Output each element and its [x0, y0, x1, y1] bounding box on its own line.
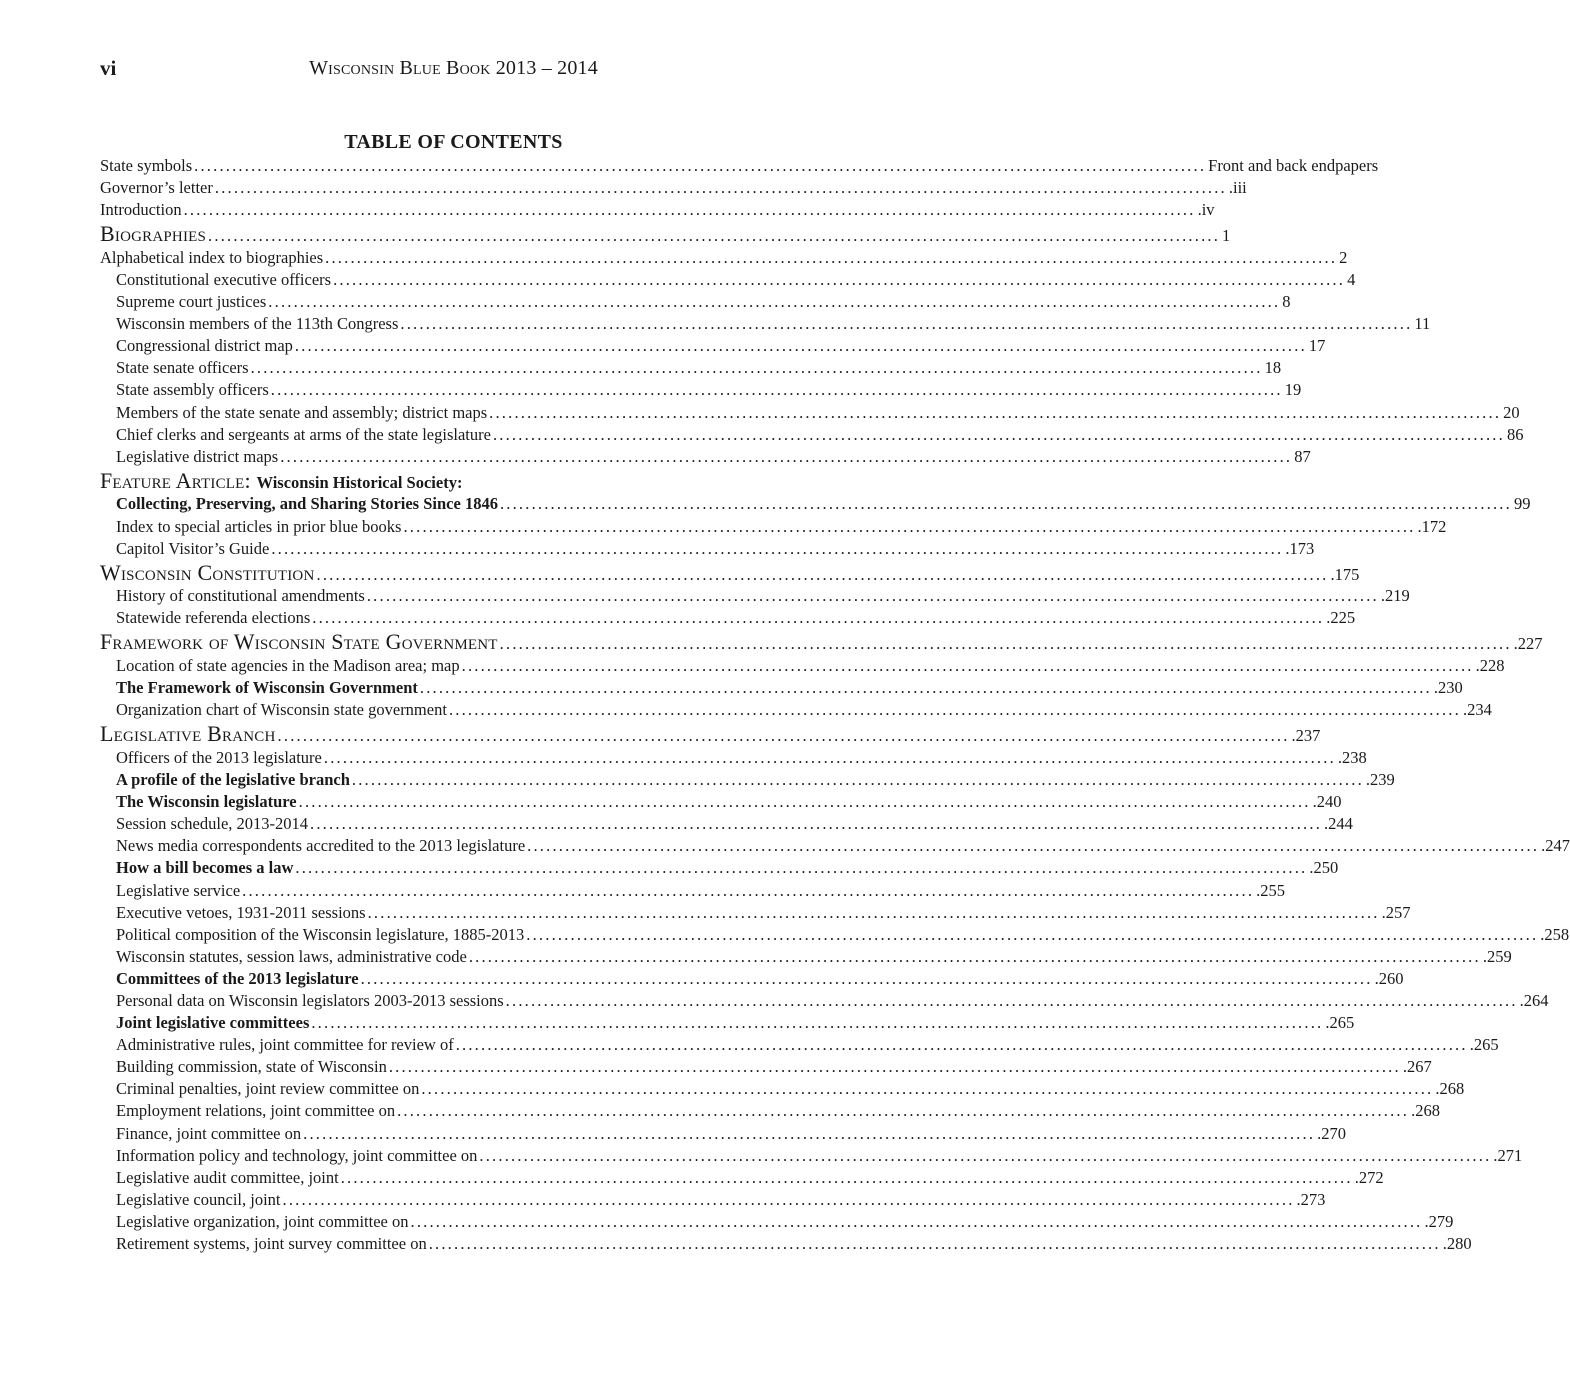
toc-entry-page: .280: [1442, 1234, 1472, 1253]
toc-entry[interactable]: [100, 1145, 1523, 1167]
dot-leader: ................................................................................................................................................................: [194, 156, 1207, 175]
dot-leader: ................................................................................................................................................................: [499, 634, 1512, 654]
toc-entry-title: Alphabetical index to biographies: [100, 247, 324, 267]
toc-entry-page: .172: [1417, 516, 1447, 536]
toc-section[interactable]: [100, 468, 809, 494]
dot-leader: ................................................................................................................................................................: [298, 792, 1311, 812]
toc-entry-page: .173: [1285, 538, 1315, 558]
toc-entry-page: 20: [1503, 402, 1520, 422]
toc-section-title: Legislative Branch: [100, 721, 276, 747]
toc-entry-page: .250: [1309, 858, 1339, 878]
toc-entry-page: .225: [1326, 608, 1356, 628]
dot-leader: ................................................................................................................................................................: [366, 586, 1379, 606]
toc-entry[interactable]: [100, 247, 1348, 269]
toc-entry[interactable]: [100, 291, 1291, 313]
toc-entry-title: Retirement systems, joint survey committee on: [116, 1234, 427, 1253]
dot-leader: ................................................................................................................................................................: [325, 247, 1338, 267]
toc-entry[interactable]: [100, 1078, 1465, 1100]
toc-entry-page: .237: [1291, 726, 1321, 746]
toc-entry-page: .279: [1424, 1211, 1454, 1231]
toc-entry-page: .iii: [1228, 178, 1247, 198]
toc-entry-title: Constitutional executive officers: [116, 269, 332, 289]
toc-entry-title: Legislative service: [116, 880, 241, 900]
book-title: [100, 54, 807, 82]
toc-section-title: [100, 468, 462, 496]
toc-entry-title: Collecting, Preserving, and Sharing Stories Since 1846: [116, 494, 498, 514]
dot-leader: ................................................................................................................................................................: [505, 990, 1518, 1010]
toc-entry[interactable]: [100, 1189, 1326, 1211]
toc-entry-title: Wisconsin statutes, session laws, administrative code: [116, 946, 467, 966]
toc-entry-title: Chief clerks and sergeants at arms of the state legislature: [116, 424, 491, 444]
toc-entry[interactable]: [100, 357, 1282, 379]
toc-entry[interactable]: [100, 155, 1379, 177]
toc-entry-title: Governor’s letter: [100, 178, 213, 198]
dot-leader: ................................................................................................................................................................: [360, 968, 1373, 988]
dot-leader: ................................................................................................................................................................: [428, 1234, 1441, 1253]
toc-entry-title: How a bill becomes a law: [116, 858, 294, 878]
toc-entry-page: .227: [1513, 634, 1543, 654]
toc-entry-title: Session schedule, 2013-2014: [116, 814, 309, 834]
toc-entry-page: .267: [1402, 1057, 1432, 1077]
toc-entry[interactable]: [100, 424, 1524, 446]
toc-section[interactable]: [100, 221, 1231, 247]
toc-entry[interactable]: [100, 1233, 1472, 1255]
toc-entry-page: .247: [1541, 836, 1570, 856]
dot-leader: ................................................................................................................................................................: [250, 358, 1263, 378]
toc-entry[interactable]: [100, 857, 1339, 879]
dot-leader: ................................................................................................................................................................: [242, 880, 1255, 900]
dot-leader: ................................................................................................................................................................: [316, 564, 1329, 584]
toc-entry-title: The Wisconsin legislature: [116, 792, 297, 812]
toc-entry[interactable]: [100, 335, 1326, 357]
toc-entry-page: .271: [1493, 1145, 1523, 1165]
dot-leader: ................................................................................................................................................................: [310, 814, 1323, 834]
dot-leader: ................................................................................................................................................................: [333, 269, 1346, 289]
toc-entry[interactable]: [100, 655, 1505, 677]
toc-section[interactable]: [100, 559, 1360, 586]
dot-leader: ................................................................................................................................................................: [403, 516, 1416, 536]
toc-entry[interactable]: [100, 813, 1353, 835]
toc-entry[interactable]: [100, 1123, 1347, 1145]
dot-leader: ................................................................................................................................................................: [282, 1189, 1295, 1209]
book-title-text: Wisconsin Blue Book: [309, 57, 491, 79]
dot-leader: ................................................................................................................................................................: [479, 1145, 1492, 1165]
toc-entry[interactable]: [100, 607, 1356, 629]
toc-entry-page: .273: [1296, 1189, 1326, 1209]
toc-entry-page: 8: [1282, 292, 1291, 312]
toc-entry-title: Capitol Visitor’s Guide: [116, 538, 270, 558]
toc-section-title: Biographies: [100, 221, 207, 247]
toc-entry-title: History of constitutional amendments: [116, 586, 365, 606]
toc-entry[interactable]: [100, 538, 1315, 560]
toc-entry-page: .270: [1317, 1123, 1347, 1143]
toc-entry-title: State assembly officers: [116, 380, 269, 400]
toc-entry-page: .259: [1482, 946, 1512, 966]
dot-leader: ................................................................................................................................................................: [277, 726, 1290, 746]
toc-entry-page: .244: [1324, 814, 1353, 834]
toc-entry-title: Executive vetoes, 1931-2011 sessions: [116, 902, 366, 922]
toc-entry-page: .255: [1256, 880, 1286, 900]
page-number: vi: [100, 56, 117, 80]
toc-entry-title: Information policy and technology, joint committee on: [116, 1145, 478, 1165]
toc-entry-page: 86: [1506, 424, 1524, 444]
toc-entry[interactable]: [100, 177, 1247, 199]
dot-leader: ................................................................................................................................................................: [280, 446, 1293, 466]
toc-entry[interactable]: [100, 968, 1404, 990]
toc-entry-page: .175: [1330, 564, 1360, 584]
toc-entry[interactable]: [100, 1211, 1454, 1233]
feature-article-label: Feature Article:: [100, 467, 251, 493]
toc-entry-title: Committees of the 2013 legislature: [116, 968, 359, 988]
toc-entry[interactable]: [100, 880, 1286, 902]
dot-leader: ................................................................................................................................................................: [461, 656, 1474, 676]
toc-entry-title: Statewide referenda elections: [116, 608, 311, 628]
toc-entry-title: Legislative organization, joint committee on: [116, 1211, 409, 1231]
toc-entry-page: .264: [1519, 990, 1549, 1010]
dot-leader: ................................................................................................................................................................: [312, 608, 1325, 628]
toc-entry[interactable]: [100, 791, 1342, 813]
dot-leader: ................................................................................................................................................................: [351, 770, 1364, 790]
toc-entry-page: .239: [1365, 770, 1395, 790]
toc-entry-title: Legislative district maps: [116, 446, 279, 466]
toc-entry[interactable]: [100, 769, 1395, 791]
toc-entry-title: Political composition of the Wisconsin legislature, 1885-2013: [116, 924, 525, 944]
toc-entry-page: .260: [1374, 968, 1404, 988]
toc-entry-page: .268: [1435, 1079, 1465, 1099]
toc-entry-title: Building commission, state of Wisconsin: [116, 1057, 387, 1077]
toc-entry[interactable]: [100, 902, 1411, 924]
toc-entry[interactable]: [100, 747, 1367, 769]
toc-entry[interactable]: [100, 699, 1492, 721]
toc-entry-page: 4: [1347, 269, 1356, 289]
toc-entry-page: .234: [1462, 700, 1492, 720]
toc-entry-page: .265: [1469, 1035, 1499, 1055]
toc-entry[interactable]: [100, 269, 1356, 291]
toc-entry[interactable]: [100, 1167, 1384, 1189]
toc-entry-title: Supreme court justices: [116, 292, 267, 312]
toc-entry[interactable]: [100, 835, 1570, 857]
toc-entry-page: 1: [1222, 226, 1231, 246]
toc-section[interactable]: [100, 629, 1543, 655]
toc-entry-page: .258: [1540, 924, 1570, 944]
toc-entry[interactable]: [100, 585, 1410, 607]
toc-entry-title: Introduction: [100, 200, 182, 220]
dot-leader: ................................................................................................................................................................: [367, 902, 1380, 922]
toc-entry-page: .257: [1381, 902, 1411, 922]
toc-entry[interactable]: [100, 402, 1520, 424]
toc-entry-title: The Framework of Wisconsin Government: [116, 678, 418, 698]
toc-section[interactable]: [100, 721, 1321, 747]
dot-leader: ................................................................................................................................................................: [311, 1013, 1324, 1033]
dot-leader: ................................................................................................................................................................: [526, 924, 1539, 944]
feature-article-subtitle: Wisconsin Historical Society:: [256, 472, 463, 492]
dot-leader: ................................................................................................................................................................: [303, 1123, 1316, 1143]
toc-entry-page: .iv: [1197, 200, 1215, 220]
dot-leader: ................................................................................................................................................................: [410, 1211, 1423, 1231]
dot-leader: ................................................................................................................................................................: [323, 747, 1336, 767]
toc-entry-title: Organization chart of Wisconsin state government: [116, 700, 447, 720]
dot-leader: ................................................................................................................................................................: [208, 226, 1221, 246]
toc-entry-page: .268: [1411, 1101, 1440, 1121]
year-range: 2013 – 2014: [495, 57, 598, 79]
toc-title: TABLE OF CONTENTS: [344, 131, 563, 153]
dot-leader: ................................................................................................................................................................: [340, 1167, 1353, 1187]
toc-entry-title: State senate officers: [116, 358, 249, 378]
running-head: [100, 54, 807, 82]
dot-leader: ................................................................................................................................................................: [455, 1035, 1468, 1055]
toc-entry-page: 19: [1284, 380, 1302, 400]
toc-entry[interactable]: [100, 446, 1311, 468]
toc-entry-page: .272: [1354, 1167, 1384, 1187]
toc-entry-page: 18: [1264, 358, 1282, 378]
toc-entry-page: .219: [1380, 586, 1410, 606]
toc-entry-page: .238: [1337, 747, 1367, 767]
toc-entry[interactable]: [100, 1056, 1432, 1078]
toc-entry[interactable]: [100, 677, 1463, 699]
toc-entry-page: 2: [1339, 247, 1348, 267]
toc-entry-title: Congressional district map: [116, 336, 293, 356]
toc-entry[interactable]: [100, 313, 1431, 335]
dot-leader: ................................................................................................................................................................: [268, 292, 1281, 312]
dot-leader: ................................................................................................................................................................: [499, 494, 1512, 514]
toc-entry-title: Members of the state senate and assembly; district maps: [116, 402, 488, 422]
toc-entry-title: Personal data on Wisconsin legislators 2003-2013 sessions: [116, 990, 504, 1010]
dot-leader: ................................................................................................................................................................: [183, 200, 1196, 220]
toc-entry-page: 99: [1513, 494, 1531, 514]
toc-entry-title: Location of state agencies in the Madison area; map: [116, 656, 460, 676]
toc-entry[interactable]: [100, 990, 1549, 1012]
toc-entry[interactable]: [100, 1100, 1440, 1122]
toc-entry-title: State symbols: [100, 156, 193, 175]
dot-leader: ................................................................................................................................................................: [448, 700, 1461, 720]
dot-leader: ................................................................................................................................................................: [400, 314, 1413, 334]
toc-entry[interactable]: [100, 924, 1570, 946]
toc-section-title: Wisconsin Constitution: [100, 559, 315, 585]
toc-entry[interactable]: [100, 1034, 1499, 1056]
toc-entry-page: Front and back endpapers: [1208, 156, 1379, 175]
toc-entry-title: A profile of the legislative branch: [116, 770, 350, 790]
toc-entry-title: Legislative council, joint: [116, 1189, 281, 1209]
dot-leader: ................................................................................................................................................................: [397, 1101, 1410, 1121]
toc-entry[interactable]: [100, 516, 1447, 538]
dot-leader: ................................................................................................................................................................: [489, 402, 1502, 422]
toc-entry[interactable]: [100, 199, 1215, 221]
dot-leader: ................................................................................................................................................................: [421, 1079, 1434, 1099]
toc-section-title: Framework of Wisconsin State Government: [100, 629, 498, 655]
dot-leader: ................................................................................................................................................................: [295, 858, 1308, 878]
toc-entry[interactable]: [100, 379, 1302, 401]
dot-leader: ................................................................................................................................................................: [270, 380, 1283, 400]
dot-leader: ................................................................................................................................................................: [419, 678, 1432, 698]
toc-entry[interactable]: [100, 946, 1512, 968]
toc-entry-page: .240: [1312, 792, 1342, 812]
toc-entry-title: Wisconsin members of the 113th Congress: [116, 314, 399, 334]
toc-entry[interactable]: [100, 1012, 1355, 1034]
toc-entry-page: .228: [1475, 656, 1505, 676]
dot-leader: ................................................................................................................................................................: [214, 178, 1227, 198]
toc-entry-page: .265: [1325, 1013, 1355, 1033]
toc-entry-title: Index to special articles in prior blue books: [116, 516, 402, 536]
toc-entry-title: Employment relations, joint committee on: [116, 1101, 396, 1121]
toc-entry[interactable]: [100, 493, 1531, 515]
dot-leader: ................................................................................................................................................................: [492, 424, 1505, 444]
toc-entry-title: Joint legislative committees: [116, 1013, 310, 1033]
dot-leader: ................................................................................................................................................................: [388, 1057, 1401, 1077]
toc-entry-title: Criminal penalties, joint review committee on: [116, 1079, 420, 1099]
toc-entry-title: Officers of the 2013 legislature: [116, 747, 322, 767]
dot-leader: ................................................................................................................................................................: [271, 538, 1284, 558]
toc-entry-title: Legislative audit committee, joint: [116, 1167, 339, 1187]
table-of-contents: [100, 155, 1570, 1255]
toc-entry-page: 11: [1414, 314, 1431, 334]
toc-entry-title: News media correspondents accredited to the 2013 legislature: [116, 836, 526, 856]
dot-leader: ................................................................................................................................................................: [294, 336, 1307, 356]
toc-entry-page: 17: [1308, 336, 1326, 356]
toc-entry-title: Administrative rules, joint committee for review of: [116, 1035, 454, 1055]
toc-entry-page: 87: [1294, 446, 1311, 466]
toc-entry-title: Finance, joint committee on: [116, 1123, 302, 1143]
toc-entry-page: .230: [1433, 678, 1463, 698]
dot-leader: ................................................................................................................................................................: [527, 836, 1540, 856]
dot-leader: ................................................................................................................................................................: [468, 946, 1481, 966]
